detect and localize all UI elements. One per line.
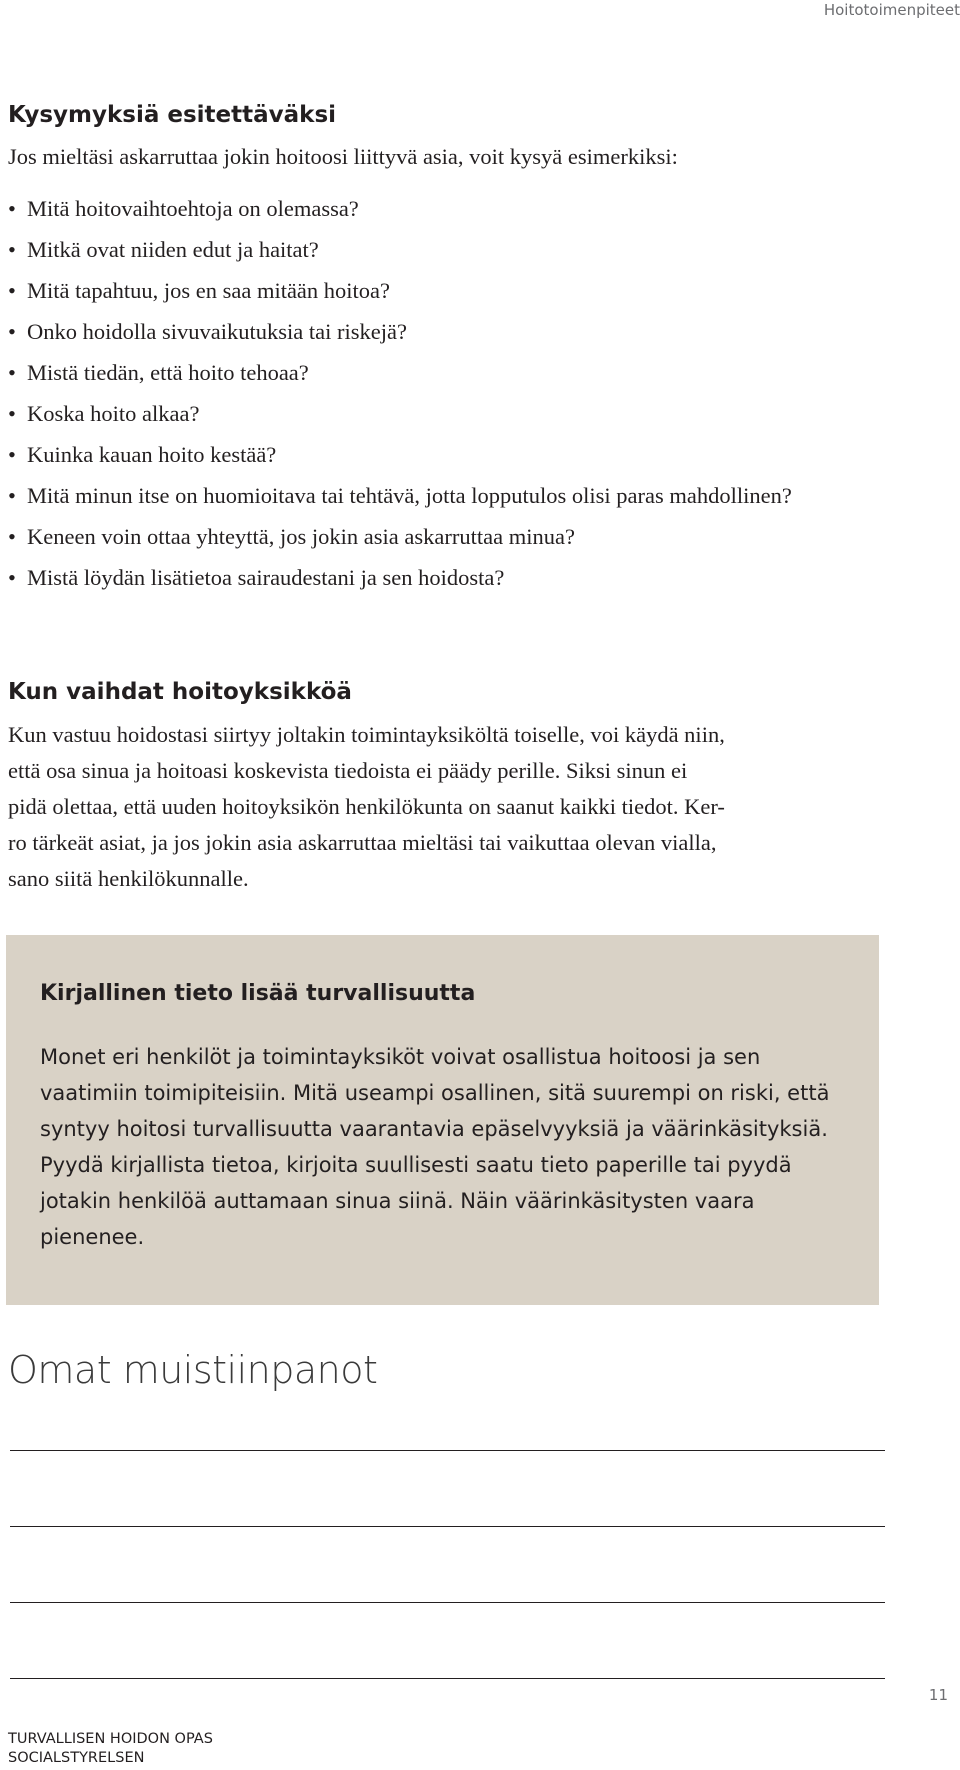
list-item: • Koska hoito alkaa? xyxy=(8,396,868,432)
transfer-heading: Kun vaihdat hoitoyksikköä xyxy=(8,679,352,705)
footer-publisher: SOCIALSTYRELSEN xyxy=(8,1750,145,1766)
transfer-line: että osa sinua ja hoitoasi koskevista tiedoista ei päädy perille. Siksi sinun ei xyxy=(8,758,688,783)
list-item: • Mitä minun itse on huomioitava tai tehtävä, jotta lopputulos olisi paras mahdollinen? xyxy=(8,478,862,514)
note-line xyxy=(10,1602,885,1603)
note-line xyxy=(10,1526,885,1527)
list-item: • Mitkä ovat niiden edut ja haitat? xyxy=(8,232,868,268)
callout-body xyxy=(40,1039,860,1255)
callout-line: syntyy hoitosi turvallisuutta vaarantavia epäselvyyksiä ja väärinkäsityksiä. xyxy=(40,1117,828,1141)
callout-box xyxy=(6,935,879,1305)
questions-heading: Kysymyksiä esitettäväksi xyxy=(8,102,337,128)
transfer-paragraph xyxy=(8,717,888,897)
transfer-line: pidä olettaa, että uuden hoitoyksikön henkilökunta on saanut kaikki tiedot. Ker- xyxy=(8,794,725,819)
list-item: • Keneen voin ottaa yhteyttä, jos jokin asia askarruttaa minua? xyxy=(8,519,868,555)
list-item: • Mitä hoitovaihtoehtoja on olemassa? xyxy=(8,191,868,227)
list-item: • Mitä tapahtuu, jos en saa mitään hoitoa? xyxy=(8,273,868,309)
footer xyxy=(8,1730,213,1768)
callout-line: pienenee. xyxy=(40,1225,145,1249)
callout-line: vaatimiin toimipiteisiin. Mitä useampi osallinen, sitä suurempi on riski, että xyxy=(40,1081,830,1105)
callout-line: Monet eri henkilöt ja toimintayksiköt voivat osallistua hoitoosi ja sen xyxy=(40,1045,761,1069)
note-line xyxy=(10,1678,885,1679)
list-item: • Kuinka kauan hoito kestää? xyxy=(8,437,868,473)
running-header: Hoitotoimenpiteet xyxy=(823,1,960,19)
list-item: • Mistä tiedän, että hoito tehoaa? xyxy=(8,355,868,391)
list-item: • Onko hoidolla sivuvaikutuksia tai riskejä? xyxy=(8,314,868,350)
callout-line: jotakin henkilöä auttamaan sinua siinä. Näin väärinkäsitysten vaara xyxy=(40,1189,755,1213)
page-number: 11 xyxy=(928,1686,948,1704)
list-item: • Mistä löydän lisätietoa sairaudestani ja sen hoidosta? xyxy=(8,560,868,596)
notes-title: Omat muistiinpanot xyxy=(8,1348,378,1392)
callout-title: Kirjallinen tieto lisää turvallisuutta xyxy=(40,981,476,1006)
transfer-line: sano siitä henkilökunnalle. xyxy=(8,866,249,891)
note-line xyxy=(10,1450,885,1451)
transfer-line: ro tärkeät asiat, ja jos jokin asia askarruttaa mieltäsi tai vaikuttaa olevan vialla, xyxy=(8,830,717,855)
callout-line: Pyydä kirjallista tietoa, kirjoita suullisesti saatu tieto paperille tai pyydä xyxy=(40,1153,792,1177)
transfer-line: Kun vastuu hoidostasi siirtyy joltakin toimintayksiköltä toiselle, voi käydä niin, xyxy=(8,722,725,747)
questions-list xyxy=(8,191,868,601)
footer-guide-title: TURVALLISEN HOIDON OPAS xyxy=(8,1731,213,1747)
questions-intro: Jos mieltäsi askarruttaa jokin hoitoosi liittyvä asia, voit kysyä esimerkiksi: xyxy=(8,144,678,169)
